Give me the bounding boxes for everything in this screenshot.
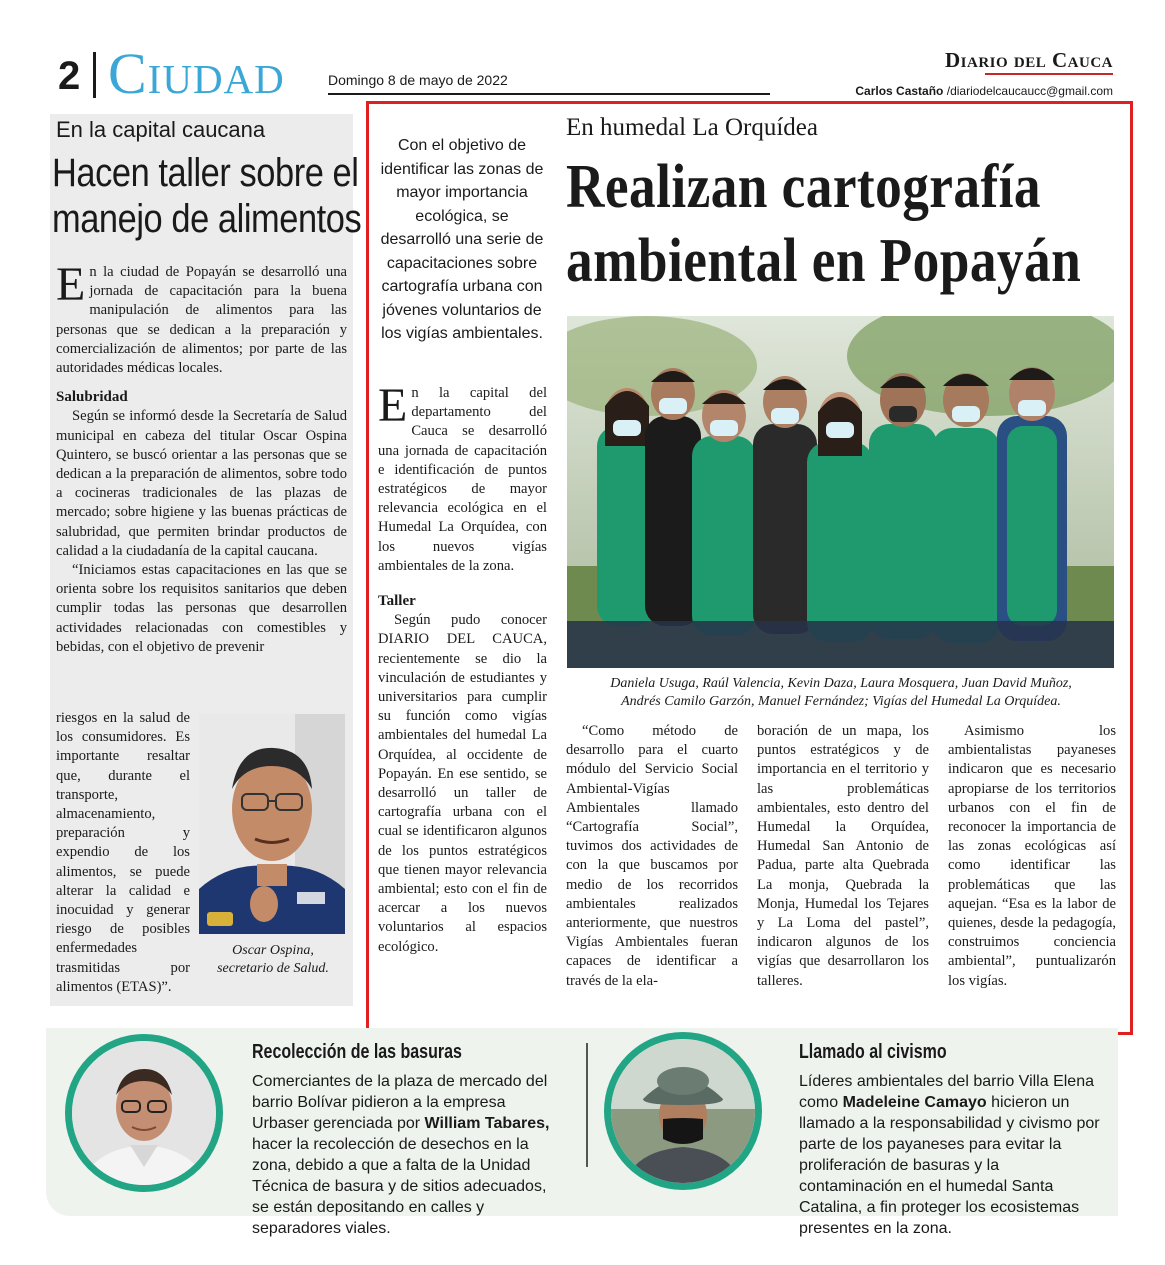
author-line	[855, 84, 1113, 98]
main-subhead: Taller	[378, 593, 416, 610]
left-paragraph-2-continued: riesgos en la salud de los consumidores. Es importante resaltar que, durante el transporte, almacenamiento, preparación y expendio de los alimentos, se puede alterar la calidad e inocuidad y generar riesgo de posibles enfermedades trasmitidas por alimentos (ETAS)”.	[56, 710, 190, 995]
page-number: 2	[58, 54, 81, 98]
main-paragraph-1: Según pudo conocer DIARIO DEL CAUCA, recientemente se dio la vinculación de estudiantes y universitarios para cumplir su función como vigías ambientales del humedal La Orquídea, al occidente de Popayán. En ese sentido, se desarrolló un taller de cartografía urbana con el cual se identificaron algunos de los puntos estratégicos que tienen mayor relevancia ambiental; esto con el fin de acercar a los nuevos voluntarios al espacios ecológico.	[378, 612, 547, 955]
brief-1-text-before: Comerciantes de la plaza de mercado del barrio Bolívar pidieron a la empresa Urbaser gerenciada por	[252, 1073, 548, 1132]
main-intro-text: n la capital del departamento del Cauca se desarrolló una jornada de capacitación e identificación de puntos estratégicos de mayor relevancia ecológica en el Humedal La Orquídea, con los nuevos vigías ambientales de la zona.	[378, 385, 547, 574]
main-article-column-2: “Como método de desarrollo para el cuarto módulo del Servicio Social Ambiental-Vigías Ambientales llamado “Cartografía Social”, tuvimos dos actividades de con la que buscamos por medio de los recorridos ambientales realizados anteriormente, que nuestros Vigías Ambientales fueran capaces de identificar a través de la ela-	[566, 723, 738, 989]
publication-date: Domingo 8 de mayo de 2022	[328, 72, 508, 88]
main-article-sidebar-intro: Con el objetivo de identificar las zonas de mayor importancia ecológica, se desarrolló una serie de capacitaciones sobre cartografía urbana con jóvenes voluntarios de los vigías ambientales.	[380, 137, 544, 342]
header-divider	[93, 52, 96, 98]
brief-title-civismo: Llamado al civismo	[799, 1041, 947, 1063]
portrait-caption-line-2: secretario de Salud.	[217, 961, 329, 976]
left-article-body	[56, 258, 347, 657]
main-headline-line-1: Realizan cartografía	[566, 153, 1042, 221]
brand-rule	[985, 73, 1113, 75]
left-subhead: Salubridad	[56, 389, 128, 406]
portrait-oscar-ospina	[199, 714, 345, 934]
brief-text-civismo	[799, 1071, 1105, 1239]
briefs-divider	[586, 1043, 588, 1167]
left-dropcap: E	[56, 258, 86, 311]
group-photo-vigias	[567, 316, 1114, 668]
group-photo-caption-line-1: Daniela Usuga, Raúl Valencia, Kevin Daza, Laura Mosquera, Juan David Muñoz,	[610, 676, 1072, 691]
left-article-kicker: En la capital caucana	[56, 117, 266, 142]
portrait-caption	[198, 942, 348, 978]
brief-title-recoleccion: Recolección de las basuras	[252, 1041, 462, 1063]
brief-1-name: William Tabares,	[424, 1115, 550, 1132]
group-photo-caption-line-2: Andrés Camilo Garzón, Manuel Fernández; Vigías del Humedal La Orquídea.	[621, 694, 1061, 709]
brief-photo-madeleine-camayo	[604, 1032, 762, 1190]
brief-1-text-after: hacer la recolección de desechos en la zona, debido a que a falta de la Unidad Técnica de basura y de sitios adecuados, se están depositando en calles y separadores viales.	[252, 1136, 547, 1237]
main-article-first-column	[378, 379, 547, 957]
brief-text-recoleccion	[252, 1071, 558, 1239]
portrait-caption-line-1: Oscar Ospina,	[232, 943, 314, 958]
left-paragraph-1: Según se informó desde la Secretaría de Salud municipal en cabeza del titular Oscar Ospina Quintero, se buscó orientar a las personas que se dedican a la preparación de alimentos, sobre todo a cocineras tradicionales de las plazas de mercado; sobre higiene y las buenas prácticas de salubridad, que permiten brindar productos de calidad a la ciudadanía de la capital caucana.	[56, 408, 347, 559]
section-title: Ciudad	[108, 41, 285, 106]
left-paragraph-2: “Iniciamos estas capacitaciones en las que se orienta sobre los requisitos sanitarios que deben cumplir todas las personas que desarrollen actividades relacionadas con comestibles y bebidas, con el objetivo de prevenir	[56, 562, 347, 655]
date-rule	[328, 93, 770, 95]
group-photo-caption	[568, 675, 1114, 711]
author-name: Carlos Castaño	[855, 84, 944, 98]
main-article-column-3: boración de un mapa, los puntos estratégicos y de importancia en el territorio y las problemáticas ambientales, esto dentro del Humedal la Orquídea, Humedal San Antonio de Padua, parte alta Quebrada La monja, Quebrada la Monja, Humedal los Tejares y La Loma del pastel”, indicaron algunos de los vigías que desarrollaron los talleres.	[757, 723, 929, 989]
left-headline-line-2: manejo de alimentos	[52, 197, 362, 241]
brief-2-text-after: hicieron un llamado a la responsabilidad y civismo por parte de los payaneses para evitar la proliferación de basuras y la contaminación en el humedal Santa Catalina, a fin proteger los ecosistemas presentes en la zona.	[799, 1094, 1100, 1237]
newspaper-brand: Diario del Cauca	[944, 48, 1113, 72]
main-headline-line-2: ambiental en Popayán	[566, 227, 1082, 295]
main-article-column-4: Asimismo los ambientalistas payaneses indicaron que es necesario apropiarse de los territorios urbanos con el fin de reconocer la importancia de las zonas ecológicas así como identificar las problemáticas que las aquejan. “Esa es la labor de quienes, desde la pedagogía, construimos conciencia ambiental”, puntualizarón los vigías.	[948, 723, 1116, 989]
left-article-intro	[56, 258, 347, 378]
main-article-intro	[378, 379, 547, 576]
author-email: /diariodelcaucaucc@gmail.com	[946, 84, 1113, 98]
brief-2-text-before: Líderes ambientales del barrio Villa Elena como	[799, 1073, 1094, 1111]
main-dropcap: E	[378, 379, 408, 432]
left-intro-text: n la ciudad de Popayán se desarrolló una jornada de capacitación para la buena manipulación de alimentos para las personas que se dedican a la preparación y comercialización de alimentos; por parte de las autoridades médicas locales.	[56, 264, 347, 377]
left-headline-line-1: Hacen taller sobre el	[52, 151, 359, 195]
left-article-headline	[52, 150, 362, 242]
main-article-headline	[566, 150, 1082, 298]
brief-2-name: Madeleine Camayo	[842, 1094, 987, 1111]
brief-photo-william-tabares	[65, 1034, 223, 1192]
main-article-kicker: En humedal La Orquídea	[566, 114, 818, 141]
